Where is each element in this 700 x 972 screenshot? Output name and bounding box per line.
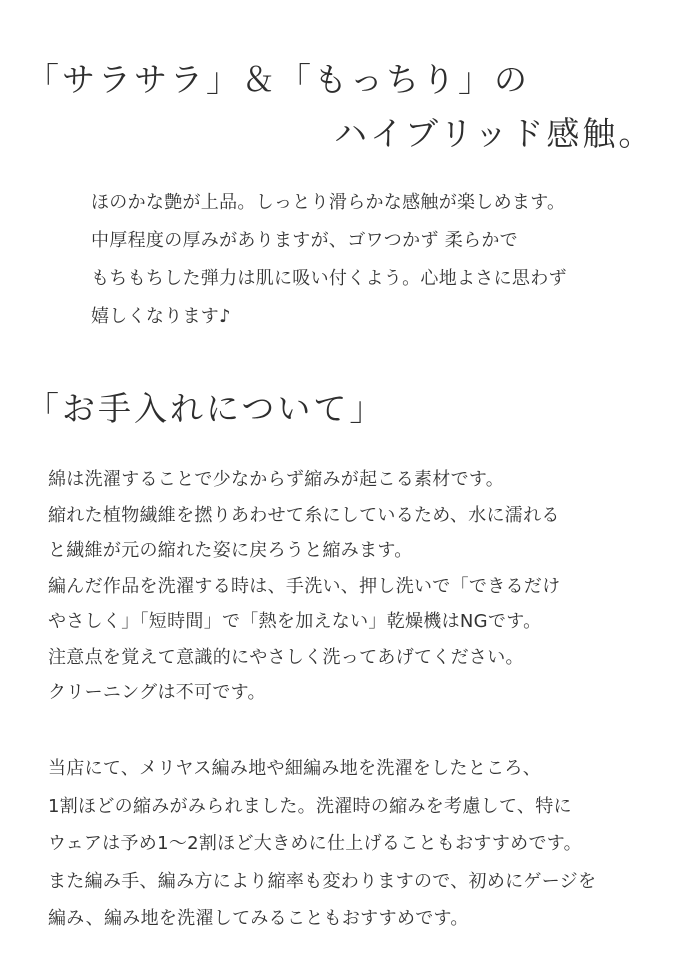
care-line: 注意点を覚えて意識的にやさしく洗ってあげてください。 [48, 646, 524, 668]
care-line: 編んだ作品を洗濯する時は、手洗い、押し洗いで「できるだけ [48, 575, 561, 597]
headline-line-1: 「サラサラ」＆「もっちり」の [26, 60, 530, 99]
intro-paragraph [91, 184, 567, 336]
shrinkage-line: 編み、編み地を洗濯してみることもおすすめです。 [48, 908, 469, 929]
care-line: 縮れた植物繊維を撚りあわせて糸にしているため、水に濡れる [48, 504, 560, 526]
care-line: やさしく」「短時間」で「熱を加えない」乾燥機はNGです。 [48, 611, 542, 632]
intro-line: もちもちした弾力は肌に吸い付くよう。心地よさに思わず [91, 268, 567, 289]
care-paragraph [48, 462, 560, 711]
headline-line-2: ハイブリッド感触。 [334, 114, 655, 153]
shrinkage-line: 当店にて、メリヤス編み地や細編み地を洗濯をしたところ、 [48, 758, 542, 779]
care-line: 綿は洗濯することで少なからず縮みが起こる素材です。 [48, 469, 505, 490]
intro-line: 中厚程度の厚みがありますが、ゴワつかず 柔らかで [91, 230, 518, 251]
care-heading: 「お手入れについて」 [26, 389, 386, 428]
intro-line: 嬉しくなります♪ [91, 306, 231, 327]
shrinkage-paragraph [48, 750, 596, 938]
shrinkage-line: また編み手、編み方により縮率も変わりますので、初めにゲージを [48, 870, 597, 892]
care-line: クリーニングは不可です。 [48, 682, 266, 703]
intro-line: ほのかな艶が上品。しっとり滑らかな感触が楽しめます。 [91, 192, 566, 213]
shrinkage-line: ウェアは予め1～2割ほど大きめに仕上げることもおすすめです。 [48, 833, 582, 854]
shrinkage-line: 1割ほどの縮みがみられました。洗濯時の縮みを考慮して、特に [48, 795, 572, 817]
care-line: と繊維が元の縮れた姿に戻ろうと縮みます。 [48, 540, 413, 561]
